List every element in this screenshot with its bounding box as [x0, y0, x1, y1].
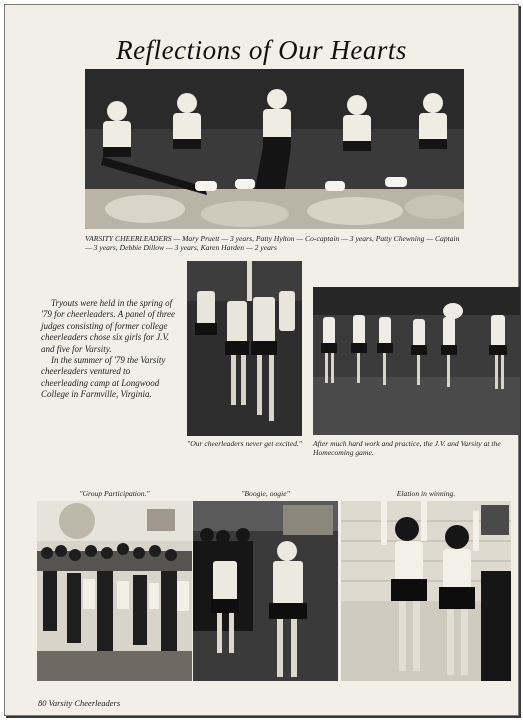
story-paragraph: In the summer of '79 the Varsity cheerleaders ventured to cheerleading camp at Longwood College in Farmville, Virginia.	[41, 355, 166, 400]
group-participation-caption: "Group Participation."	[79, 489, 150, 498]
boogie-caption: "Boogie, oogie"	[241, 489, 290, 498]
main-photo-caption: VARSITY CHEERLEADERS — Mary Pruett — 3 years, Patty Hylton — Co-captain — 3 years, Patty Chewning — Captain — 3 years, Debbie Dillow — 3 years, Karen Harden — 2 years	[85, 234, 460, 252]
page-title: Reflections of Our Hearts	[116, 35, 407, 65]
group-participation-photo	[37, 501, 192, 681]
elation-in-winning-photo	[341, 501, 511, 681]
yearbook-page	[4, 4, 519, 716]
cheerleaders-excited-photo	[187, 261, 302, 436]
story-text	[41, 298, 175, 401]
excited-photo-caption: "Our cheerleaders never get excited."	[187, 439, 302, 448]
boogie-oogie-photo	[193, 501, 338, 681]
story-paragraph: Tryouts were held in the spring of '79 for cheerleaders. A panel of three judges consisting of former college cheerleaders chose six girls for J.V. and five for Varsity.	[41, 298, 175, 354]
homecoming-photo-caption: After much hard work and practice, the J.V. and Varsity at the Homecoming game.	[313, 439, 501, 457]
page-folio: 80 Varsity Cheerleaders	[38, 698, 121, 708]
homecoming-game-photo	[313, 287, 520, 435]
varsity-group-photo	[85, 69, 464, 229]
elation-caption: Elation in winning.	[396, 489, 456, 498]
